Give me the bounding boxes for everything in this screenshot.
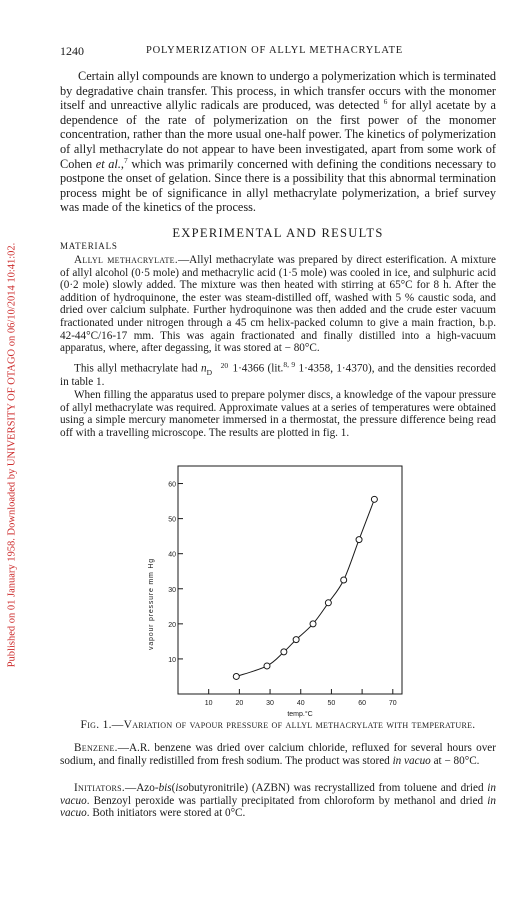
section-heading: EXPERIMENTAL AND RESULTS bbox=[172, 226, 384, 240]
page-number: 1240 bbox=[60, 44, 84, 58]
download-watermark: Published on 01 January 1958. Downloaded by UNIVERSITY OF OTAGO on 06/10/2014 10:41:02. bbox=[6, 242, 18, 668]
chart-svg bbox=[140, 458, 420, 720]
data-point bbox=[371, 496, 377, 502]
data-point bbox=[356, 537, 362, 543]
x-tick-label: 50 bbox=[327, 700, 336, 707]
y-tick-label: 50 bbox=[168, 516, 176, 524]
vapour-pressure-chart bbox=[140, 458, 420, 720]
x-tick-label: 10 bbox=[204, 700, 213, 707]
initiators-paragraph: Initiators.—Azo-bis(isobutyronitrile) (AZBN) was recrystallized from toluene and dried in vacuo. Benzoyl peroxide was partially precipitated from chloroform by methanol and dried in vacuo. Both initiators were stored at 0°C. bbox=[60, 782, 496, 820]
y-axis-ticks bbox=[168, 482, 183, 664]
running-title: POLYMERIZATION OF ALLYL METHACRYLATE bbox=[146, 45, 404, 56]
y-axis-label: vapour pressure mm Hg bbox=[148, 558, 155, 650]
x-axis-label: temp.°C bbox=[287, 711, 313, 718]
data-point bbox=[293, 637, 299, 643]
x-tick-label: 70 bbox=[388, 700, 397, 707]
data-curve bbox=[236, 499, 374, 676]
data-point bbox=[281, 649, 287, 655]
data-point bbox=[341, 577, 347, 583]
x-tick-label: 20 bbox=[235, 700, 244, 707]
y-tick-label: 30 bbox=[168, 586, 176, 594]
benzene-paragraph: Benzene.—A.R. benzene was dried over calcium chloride, refluxed for several hours over sodium, and finally redistilled from fresh sodium. The product was stored in vacuo at − 80°C. bbox=[60, 742, 496, 767]
y-tick-label: 40 bbox=[168, 551, 176, 559]
running-header bbox=[60, 44, 496, 62]
data-point bbox=[233, 673, 239, 679]
refractive-index-paragraph: This allyl methacrylate had n 20 D 1·4366 (lit.$^{8, 9}$ 1·4358, 1·4370), and the densities recorded in table 1. bbox=[60, 359, 496, 388]
data-point bbox=[310, 621, 316, 627]
x-tick-label: 40 bbox=[296, 700, 305, 707]
x-tick-label: 30 bbox=[266, 700, 274, 707]
intro-paragraph: Certain allyl compounds are known to undergo a polymerization which is terminated by degradative chain transfer. This process, in which transfer occurs with the monomer itself and unreactive allylic radicals are produced, was detected $^6$ for allyl acetate by a dependence of the rate of polymerization on the first power of the monomer concentration, rather than the more usual one-half power. The kinetics of polymerization of allyl methacrylate do not appear to have been investigated, apart from some work of Cohen et al.,$^7$ which was primarily concerned with defining the conditions necessary to postpone the onset of gelation. Since there is a possibility that this abnormal termination process might be of significance in allyl methacrylate polymerization, a brief survey was made of the kinetics of the process. bbox=[60, 69, 497, 215]
y-tick-label: 10 bbox=[168, 656, 176, 664]
data-point bbox=[325, 600, 331, 606]
data-points bbox=[233, 496, 377, 679]
plot-frame bbox=[178, 466, 402, 694]
figure-caption: Fig. 1.—Variation of vapour pressure of allyl methacrylate with temperature. bbox=[80, 719, 476, 731]
data-point bbox=[264, 663, 270, 669]
y-tick-label: 60 bbox=[168, 481, 176, 489]
y-tick-label: 20 bbox=[168, 621, 176, 629]
x-tick-label: 60 bbox=[358, 700, 367, 707]
x-axis-ticks bbox=[205, 689, 397, 707]
allyl-methacrylate-paragraph: Allyl methacrylate.—Allyl methacrylate was prepared by direct esterification. A mixture of allyl alcohol (0·5 mole) and methacrylic acid (1·5 mole) was cooled in ice, and sulphuric acid (0·2 mole) slowly added. The mixture was then heated with stirring at 65°C for 8 h. After the addition of hydroquinone, the ester was steam-distilled off, washed with 5 % caustic soda, and dried over calcium sulphate. Further hydroquinone was then added and the crude ester vacuum fractionated under nitrogen through a 45 cm helix-packed column to give a main fraction, b.p. 42-44°C/16-17 mm. This was again fractionated and finally distilled into a high-vacuum apparatus, where, after degassing, it was stored at − 80°C. bbox=[60, 254, 497, 355]
materials-heading: MATERIALS bbox=[60, 241, 118, 251]
vapour-pressure-paragraph: When filling the apparatus used to prepare polymer discs, a knowledge of the vapour pressure of allyl methacrylate was required. Approximate values at a series of temperatures were obtained using a simple mercury manometer immersed in a thermostat, the pressure difference being read off with a travelling microscope. The results are plotted in fig. 1. bbox=[60, 389, 496, 439]
